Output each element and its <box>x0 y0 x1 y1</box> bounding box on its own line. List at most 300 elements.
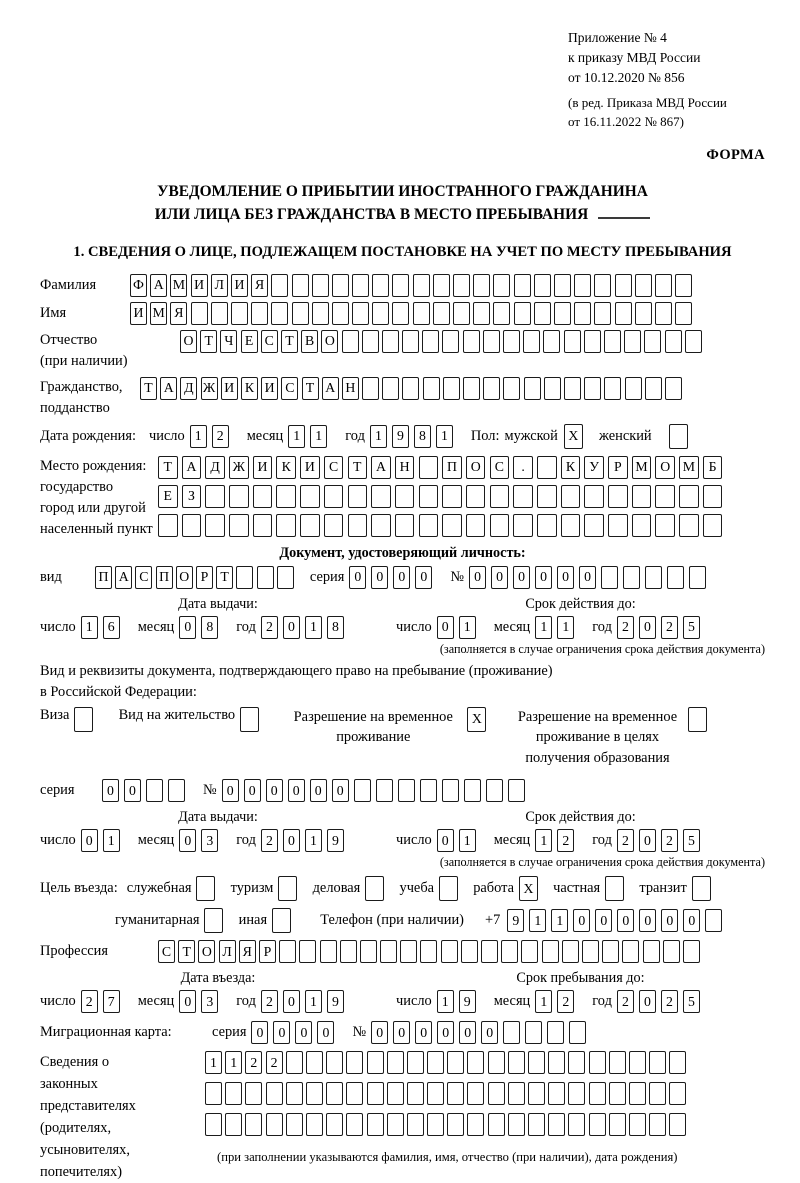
section1-heading: 1. СВЕДЕНИЯ О ЛИЦЕ, ПОДЛЕЖАЩЕМ ПОСТАНОВКЕ НА УЧЕТ ПО МЕСТУ ПРЕБЫВАНИЯ <box>73 243 732 260</box>
char-box <box>625 377 642 400</box>
char-box <box>324 485 344 508</box>
char-box <box>225 1082 242 1105</box>
representatives-label-line2: законных <box>40 1076 98 1093</box>
char-box: И <box>221 377 238 400</box>
char-box <box>584 514 604 537</box>
migration-series-label: серия <box>212 1024 247 1041</box>
birth-place-label-line3: город или другой <box>40 499 146 516</box>
purpose-tourism-checkbox[interactable] <box>278 876 300 901</box>
char-box <box>245 1082 262 1105</box>
char-box: 0 <box>459 1021 476 1044</box>
identity-valid-month[interactable] <box>535 616 579 639</box>
char-box: Е <box>241 330 258 353</box>
char-box <box>669 424 688 449</box>
char-box <box>146 779 163 802</box>
month-label: месяц <box>493 993 531 1010</box>
char-box <box>508 779 525 802</box>
char-box: 0 <box>251 1021 268 1044</box>
sex-male-checkbox[interactable] <box>564 424 586 449</box>
char-box <box>466 485 486 508</box>
residence-issue-year[interactable] <box>261 829 349 852</box>
char-box <box>605 876 624 901</box>
char-box <box>225 1113 242 1136</box>
char-box <box>433 274 450 297</box>
char-box: 0 <box>371 566 388 589</box>
char-box: 0 <box>595 909 612 932</box>
char-box <box>407 1113 424 1136</box>
profession-label: Профессия <box>40 943 108 960</box>
residence-number-field[interactable] <box>222 779 530 802</box>
migration-card-row <box>40 1021 765 1044</box>
purpose-study-label: учеба <box>399 880 435 897</box>
char-box <box>649 1082 666 1105</box>
char-box <box>427 1051 444 1074</box>
month-label: месяц <box>137 993 175 1010</box>
char-box: 0 <box>415 1021 432 1044</box>
char-box: С <box>158 940 175 963</box>
char-box <box>655 514 675 537</box>
identity-valid-day[interactable] <box>437 616 481 639</box>
residence-valid-day[interactable] <box>437 829 481 852</box>
purpose-work-label: работа <box>473 880 514 897</box>
char-box <box>589 1051 606 1074</box>
identity-valid-col <box>396 596 765 639</box>
char-box <box>645 377 662 400</box>
residence-issue-col <box>40 809 396 852</box>
char-box: 2 <box>245 1051 262 1074</box>
char-box <box>348 514 368 537</box>
char-box <box>205 1082 222 1105</box>
char-box: И <box>300 456 320 479</box>
char-box <box>524 377 541 400</box>
char-box: 0 <box>124 779 141 802</box>
given-name-field[interactable] <box>130 302 695 325</box>
char-box: 5 <box>683 990 700 1013</box>
char-box: 2 <box>261 990 278 1013</box>
day-label: число <box>396 618 432 635</box>
char-box <box>442 485 462 508</box>
char-box: 0 <box>579 566 596 589</box>
char-box <box>466 514 486 537</box>
char-box: Н <box>342 377 359 400</box>
char-box: 1 <box>310 425 327 448</box>
sex-female-checkbox[interactable] <box>669 424 691 449</box>
char-box <box>683 940 700 963</box>
stay-year[interactable] <box>617 990 705 1013</box>
char-box: А <box>182 456 202 479</box>
patronymic-label-line2: (при наличии) <box>40 352 128 369</box>
char-box: К <box>276 456 296 479</box>
birth-year-label: год <box>345 427 365 444</box>
char-box: М <box>170 274 187 297</box>
char-box <box>276 485 296 508</box>
char-box: А <box>115 566 132 589</box>
char-box <box>312 274 329 297</box>
citizenship-row <box>40 377 765 419</box>
temp-residence-checkbox[interactable] <box>467 707 489 732</box>
char-box: Е <box>158 485 178 508</box>
char-box <box>537 514 557 537</box>
profession-row <box>40 940 765 963</box>
char-box <box>196 876 215 901</box>
residence-permit-checkbox[interactable] <box>240 707 262 732</box>
char-box <box>168 779 185 802</box>
char-box <box>568 1051 585 1074</box>
stay-day[interactable] <box>437 990 481 1013</box>
char-box: 2 <box>81 990 98 1013</box>
identity-valid-row <box>396 616 765 639</box>
char-box <box>342 330 359 353</box>
char-box <box>635 274 652 297</box>
char-box: 1 <box>305 616 322 639</box>
char-box <box>400 940 417 963</box>
char-box <box>158 514 178 537</box>
char-box: Я <box>251 274 268 297</box>
residence-series-field[interactable] <box>102 779 190 802</box>
patronymic-field[interactable] <box>180 330 705 353</box>
char-box <box>643 940 660 963</box>
char-box <box>211 302 228 325</box>
char-box: 0 <box>639 829 656 852</box>
purpose-label: Цель въезда: <box>40 880 118 897</box>
purpose-other-checkbox[interactable] <box>272 908 294 933</box>
char-box <box>346 1051 363 1074</box>
citizenship-label <box>40 377 140 419</box>
char-box: 0 <box>349 566 366 589</box>
char-box: 0 <box>179 990 196 1013</box>
temp-residence-education-checkbox[interactable] <box>688 707 710 732</box>
residence-valid-year[interactable] <box>617 829 705 852</box>
char-box <box>286 1082 303 1105</box>
char-box: 0 <box>481 1021 498 1044</box>
char-box: 0 <box>81 829 98 852</box>
char-box <box>354 779 371 802</box>
char-box: 9 <box>392 425 409 448</box>
char-box: М <box>679 456 699 479</box>
char-box <box>441 940 458 963</box>
char-box: 0 <box>513 566 530 589</box>
residence-valid-row <box>396 829 765 852</box>
purpose-study-checkbox[interactable] <box>439 876 461 901</box>
char-box <box>473 302 490 325</box>
char-box <box>387 1113 404 1136</box>
birth-date-row <box>40 424 765 449</box>
char-box: И <box>253 456 273 479</box>
identity-issue-title: Дата выдачи: <box>178 595 258 612</box>
char-box: О <box>655 456 675 479</box>
char-box <box>271 274 288 297</box>
birth-place-field-row2[interactable] <box>158 485 727 508</box>
char-box <box>447 1113 464 1136</box>
char-box <box>326 1051 343 1074</box>
appendix-line-3: от 10.12.2020 № 856 <box>568 69 685 85</box>
char-box: 0 <box>535 566 552 589</box>
birth-day-field[interactable] <box>190 425 234 448</box>
char-box <box>490 514 510 537</box>
char-box <box>463 377 480 400</box>
purpose-other-label: иная <box>238 912 268 929</box>
identity-dates-pair <box>40 596 765 639</box>
char-box: 9 <box>327 829 344 852</box>
char-box <box>486 779 503 802</box>
representatives-field-row3[interactable] <box>205 1113 690 1136</box>
char-box: Р <box>608 456 628 479</box>
purpose-humanitarian-checkbox[interactable] <box>204 908 226 933</box>
representatives-field-row2[interactable] <box>205 1082 690 1105</box>
char-box: И <box>231 274 248 297</box>
char-box: 1 <box>535 616 552 639</box>
residence-restriction-note: (заполняется в случае ограничения срока действия документа) <box>439 855 765 870</box>
identity-valid-year[interactable] <box>617 616 705 639</box>
document-title <box>40 180 765 226</box>
month-label: месяц <box>137 832 175 849</box>
identity-issue-day[interactable] <box>81 616 125 639</box>
char-box: 1 <box>305 829 322 852</box>
identity-issue-year[interactable] <box>261 616 349 639</box>
char-box <box>271 302 288 325</box>
char-box: 0 <box>332 779 349 802</box>
entry-year[interactable] <box>261 990 349 1013</box>
char-box: Д <box>180 377 197 400</box>
char-box <box>332 274 349 297</box>
char-box: 0 <box>266 779 283 802</box>
purpose-transit-checkbox[interactable] <box>692 876 714 901</box>
char-box: О <box>176 566 193 589</box>
char-box <box>589 1082 606 1105</box>
entry-date-title: Дата въезда: <box>180 970 256 987</box>
char-box: 1 <box>205 1051 222 1074</box>
identity-issue-month[interactable] <box>179 616 223 639</box>
char-box <box>205 485 225 508</box>
char-box: Ч <box>220 330 237 353</box>
char-box <box>688 707 707 732</box>
char-box: А <box>322 377 339 400</box>
residence-issue-day[interactable] <box>81 829 125 852</box>
char-box <box>395 514 415 537</box>
char-box <box>604 377 621 400</box>
char-box: 2 <box>661 616 678 639</box>
char-box <box>534 274 551 297</box>
day-label: число <box>396 832 432 849</box>
birth-month-field[interactable] <box>288 425 332 448</box>
stay-until-title: Срок пребывания до: <box>516 970 645 987</box>
citizenship-field[interactable] <box>140 377 685 400</box>
char-box: . <box>513 456 533 479</box>
char-box <box>380 940 397 963</box>
char-box <box>692 876 711 901</box>
char-box <box>537 485 557 508</box>
char-box: Ж <box>229 456 249 479</box>
char-box <box>306 1082 323 1105</box>
char-box <box>423 377 440 400</box>
char-box: А <box>160 377 177 400</box>
char-box: 2 <box>557 990 574 1013</box>
char-box <box>229 514 249 537</box>
char-box <box>679 485 699 508</box>
char-box <box>488 1113 505 1136</box>
identity-kind-field[interactable] <box>95 566 297 589</box>
representatives-field-row1[interactable] <box>205 1051 690 1074</box>
char-box <box>352 302 369 325</box>
migration-series-field[interactable] <box>251 1021 339 1044</box>
char-box <box>362 377 379 400</box>
char-box <box>604 330 621 353</box>
year-label: год <box>592 618 612 635</box>
representatives-label-line1: Сведения о <box>40 1054 110 1071</box>
char-box <box>413 274 430 297</box>
char-box: X <box>519 876 538 901</box>
char-box <box>665 330 682 353</box>
migration-number-field[interactable] <box>371 1021 591 1044</box>
birth-place-fields <box>158 456 727 537</box>
char-box <box>292 302 309 325</box>
char-box <box>629 1113 646 1136</box>
char-box: И <box>261 377 278 400</box>
purpose-official-label: служебная <box>126 880 192 897</box>
char-box: У <box>584 456 604 479</box>
char-box <box>326 1113 343 1136</box>
char-box <box>467 1051 484 1074</box>
char-box: С <box>135 566 152 589</box>
char-box <box>629 1051 646 1074</box>
day-label: число <box>40 618 76 635</box>
char-box: С <box>490 456 510 479</box>
profession-field[interactable] <box>158 940 703 963</box>
appendix-line-1: Приложение № 4 <box>568 30 667 45</box>
identity-restriction-note: (заполняется в случае ограничения срока действия документа) <box>439 641 765 656</box>
birth-year-field[interactable] <box>370 425 458 448</box>
char-box: О <box>321 330 338 353</box>
char-box: П <box>156 566 173 589</box>
purpose-work-checkbox[interactable] <box>519 876 541 901</box>
residence-dates-pair <box>40 809 765 852</box>
surname-field[interactable] <box>130 274 695 297</box>
char-box: М <box>150 302 167 325</box>
entry-month[interactable] <box>179 990 223 1013</box>
birth-place-label-line2: государство <box>40 478 114 495</box>
char-box: 0 <box>244 779 261 802</box>
char-box <box>608 485 628 508</box>
char-box <box>382 377 399 400</box>
char-box <box>514 274 531 297</box>
residence-valid-month[interactable] <box>535 829 579 852</box>
birth-place-field-row1[interactable] <box>158 456 727 479</box>
migration-card-label: Миграционная карта: <box>40 1024 172 1041</box>
char-box <box>320 940 337 963</box>
sex-female-label: женский <box>599 427 652 444</box>
char-box <box>665 377 682 400</box>
day-label: число <box>396 993 432 1010</box>
char-box: О <box>198 940 215 963</box>
char-box: 9 <box>327 990 344 1013</box>
phone-field[interactable] <box>507 909 727 932</box>
char-box: 0 <box>295 1021 312 1044</box>
char-box <box>649 1051 666 1074</box>
char-box: 2 <box>266 1051 283 1074</box>
char-box: А <box>150 274 167 297</box>
char-box <box>392 274 409 297</box>
char-box <box>623 566 640 589</box>
char-box <box>272 908 291 933</box>
identity-number-field[interactable] <box>469 566 711 589</box>
char-box <box>245 1113 262 1136</box>
representatives-label-line3: представителях <box>40 1098 136 1115</box>
char-box <box>594 302 611 325</box>
entry-day[interactable] <box>81 990 125 1013</box>
char-box <box>205 514 225 537</box>
char-box <box>568 1082 585 1105</box>
sex-label: Пол: <box>470 427 500 444</box>
form-label: ФОРМА <box>706 147 765 164</box>
visa-checkbox[interactable] <box>74 707 96 732</box>
year-label: год <box>236 618 256 635</box>
char-box <box>503 377 520 400</box>
char-box: 1 <box>535 829 552 852</box>
char-box <box>508 1051 525 1074</box>
purpose-official-checkbox[interactable] <box>196 876 218 901</box>
char-box <box>278 876 297 901</box>
char-box: 0 <box>283 829 300 852</box>
char-box <box>608 514 628 537</box>
char-box: Т <box>140 377 157 400</box>
stay-until-col <box>396 970 765 1013</box>
char-box <box>609 1082 626 1105</box>
char-box <box>584 485 604 508</box>
char-box: 0 <box>639 990 656 1013</box>
purpose-private-checkbox[interactable] <box>605 876 627 901</box>
char-box: 3 <box>201 990 218 1013</box>
char-box: С <box>281 377 298 400</box>
stay-month[interactable] <box>535 990 579 1013</box>
char-box: 0 <box>393 1021 410 1044</box>
char-box: 1 <box>81 616 98 639</box>
char-box <box>635 302 652 325</box>
representatives-note: (при заполнении указываются фамилия, имя, отчество (при наличии), дата рождения) <box>217 1150 678 1165</box>
char-box <box>655 485 675 508</box>
char-box: О <box>466 456 486 479</box>
birth-place-field-row3[interactable] <box>158 514 727 537</box>
purpose-business-checkbox[interactable] <box>365 876 387 901</box>
stay-until-row <box>396 990 765 1013</box>
char-box <box>348 485 368 508</box>
char-box <box>602 940 619 963</box>
char-box <box>543 330 560 353</box>
char-box: 0 <box>683 909 700 932</box>
char-box: 0 <box>437 1021 454 1044</box>
char-box <box>427 1113 444 1136</box>
char-box <box>346 1113 363 1136</box>
residence-intro-1: Вид и реквизиты документа, подтверждающего право на пребывание (проживание) <box>40 662 553 679</box>
header-block <box>568 28 765 131</box>
char-box <box>601 566 618 589</box>
char-box <box>360 940 377 963</box>
char-box: 5 <box>683 829 700 852</box>
char-box <box>439 876 458 901</box>
char-box: 0 <box>310 779 327 802</box>
entry-date-col <box>40 970 396 1013</box>
char-box: Р <box>196 566 213 589</box>
char-box: Л <box>219 940 236 963</box>
residence-issue-month[interactable] <box>179 829 223 852</box>
char-box <box>547 1021 564 1044</box>
char-box: 2 <box>661 829 678 852</box>
temp-residence-label: Разрешение на временное проживание <box>293 708 453 746</box>
identity-series-field[interactable] <box>349 566 437 589</box>
char-box: 1 <box>529 909 546 932</box>
char-box: 2 <box>212 425 229 448</box>
char-box: 0 <box>283 616 300 639</box>
identity-series-label: серия <box>309 568 345 585</box>
